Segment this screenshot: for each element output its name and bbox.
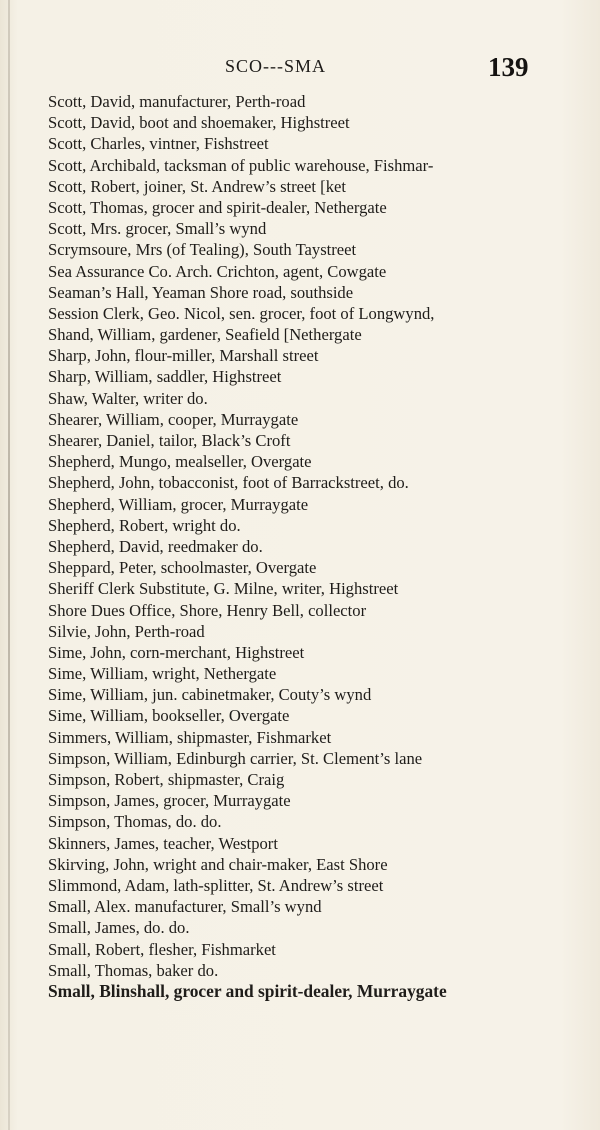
directory-entry: Scott, Archibald, tacksman of public warehouse, Fishmar-: [48, 155, 434, 175]
directory-entry: Scott, Thomas, grocer and spirit-dealer, Nethergate: [48, 197, 387, 217]
directory-entry: Shand, William, gardener, Seafield [Nethergate: [48, 325, 362, 345]
directory-entry: Sheppard, Peter, schoolmaster, Overgate: [48, 558, 317, 578]
directory-entry: Small, Thomas, baker do.: [48, 960, 219, 980]
directory-entry: Small, Alex. manufacturer, Small’s wynd: [48, 897, 322, 917]
directory-entry: Small, Robert, flesher, Fishmarket: [48, 939, 276, 959]
binding-gutter: [8, 0, 10, 1130]
directory-entry: Shepherd, Robert, wright do.: [48, 515, 241, 535]
directory-entry: Shearer, William, cooper, Murraygate: [48, 409, 299, 429]
directory-entry: Scrymsoure, Mrs (of Tealing), South Taystreet: [48, 240, 357, 260]
directory-entry: Skirving, John, wright and chair-maker, East Shore: [48, 854, 388, 874]
directory-entry: Simmers, William, shipmaster, Fishmarket: [48, 727, 332, 747]
directory-entry: Sharp, John, flour-miller, Marshall street: [48, 346, 319, 366]
directory-entry: Simpson, Thomas, do. do.: [48, 812, 222, 832]
directory-entry: Session Clerk, Geo. Nicol, sen. grocer, foot of Longwynd,: [48, 303, 435, 323]
directory-entry: Small, Blinshall, grocer and spirit-dealer, Murraygate: [48, 980, 447, 1001]
directory-entry: Seaman’s Hall, Yeaman Shore road, southside: [48, 282, 354, 302]
directory-entry: Sime, William, wright, Nethergate: [48, 664, 277, 684]
directory-entries: [48, 91, 588, 1002]
page-number: 139: [488, 52, 529, 82]
directory-entry: Shearer, Daniel, tailor, Black’s Croft: [48, 431, 291, 450]
directory-entry: Sime, William, jun. cabinetmaker, Couty’s wynd: [48, 685, 372, 705]
directory-entry: Scott, Robert, joiner, St. Andrew’s street [ket: [48, 176, 346, 196]
directory-entry: Simpson, Robert, shipmaster, Craig: [48, 770, 285, 789]
directory-entry: Shepherd, David, reedmaker do.: [48, 536, 263, 556]
directory-entry: Sime, William, bookseller, Overgate: [48, 706, 290, 726]
directory-entry: Slimmond, Adam, lath-splitter, St. Andrew’s street: [48, 875, 384, 895]
directory-entry: Scott, Mrs. grocer, Small’s wynd: [48, 219, 267, 239]
directory-entry: Scott, David, manufacturer, Perth-road: [48, 92, 306, 111]
directory-entry: Simpson, James, grocer, Murraygate: [48, 791, 291, 811]
directory-entry: Shore Dues Office, Shore, Henry Bell, collector: [48, 600, 367, 620]
directory-entry: Scott, David, boot and shoemaker, Highstreet: [48, 113, 350, 133]
running-head: SCO---SMA: [225, 56, 327, 76]
directory-entry: Shepherd, Mungo, mealseller, Overgate: [48, 452, 312, 472]
page-header: [0, 52, 600, 84]
directory-entry: Scott, Charles, vintner, Fishstreet: [48, 134, 269, 154]
directory-entry: Simpson, William, Edinburgh carrier, St. Clement’s lane: [48, 748, 423, 768]
directory-entry: Shepherd, John, tobacconist, foot of Barrackstreet, do.: [48, 473, 409, 493]
directory-entry: Sea Assurance Co. Arch. Crichton, agent, Cowgate: [48, 261, 387, 281]
directory-entry: Small, James, do. do.: [48, 918, 190, 938]
directory-entry: Sharp, William, saddler, Highstreet: [48, 367, 282, 387]
directory-entry: Skinners, James, teacher, Westport: [48, 833, 278, 853]
directory-entry: Sime, John, corn-merchant, Highstreet: [48, 642, 305, 662]
directory-entry: Shaw, Walter, writer do.: [48, 388, 208, 408]
directory-entry: Sheriff Clerk Substitute, G. Milne, writer, Highstreet: [48, 579, 399, 599]
directory-entry: Shepherd, William, grocer, Murraygate: [48, 494, 309, 514]
directory-entry: Silvie, John, Perth-road: [48, 621, 205, 641]
